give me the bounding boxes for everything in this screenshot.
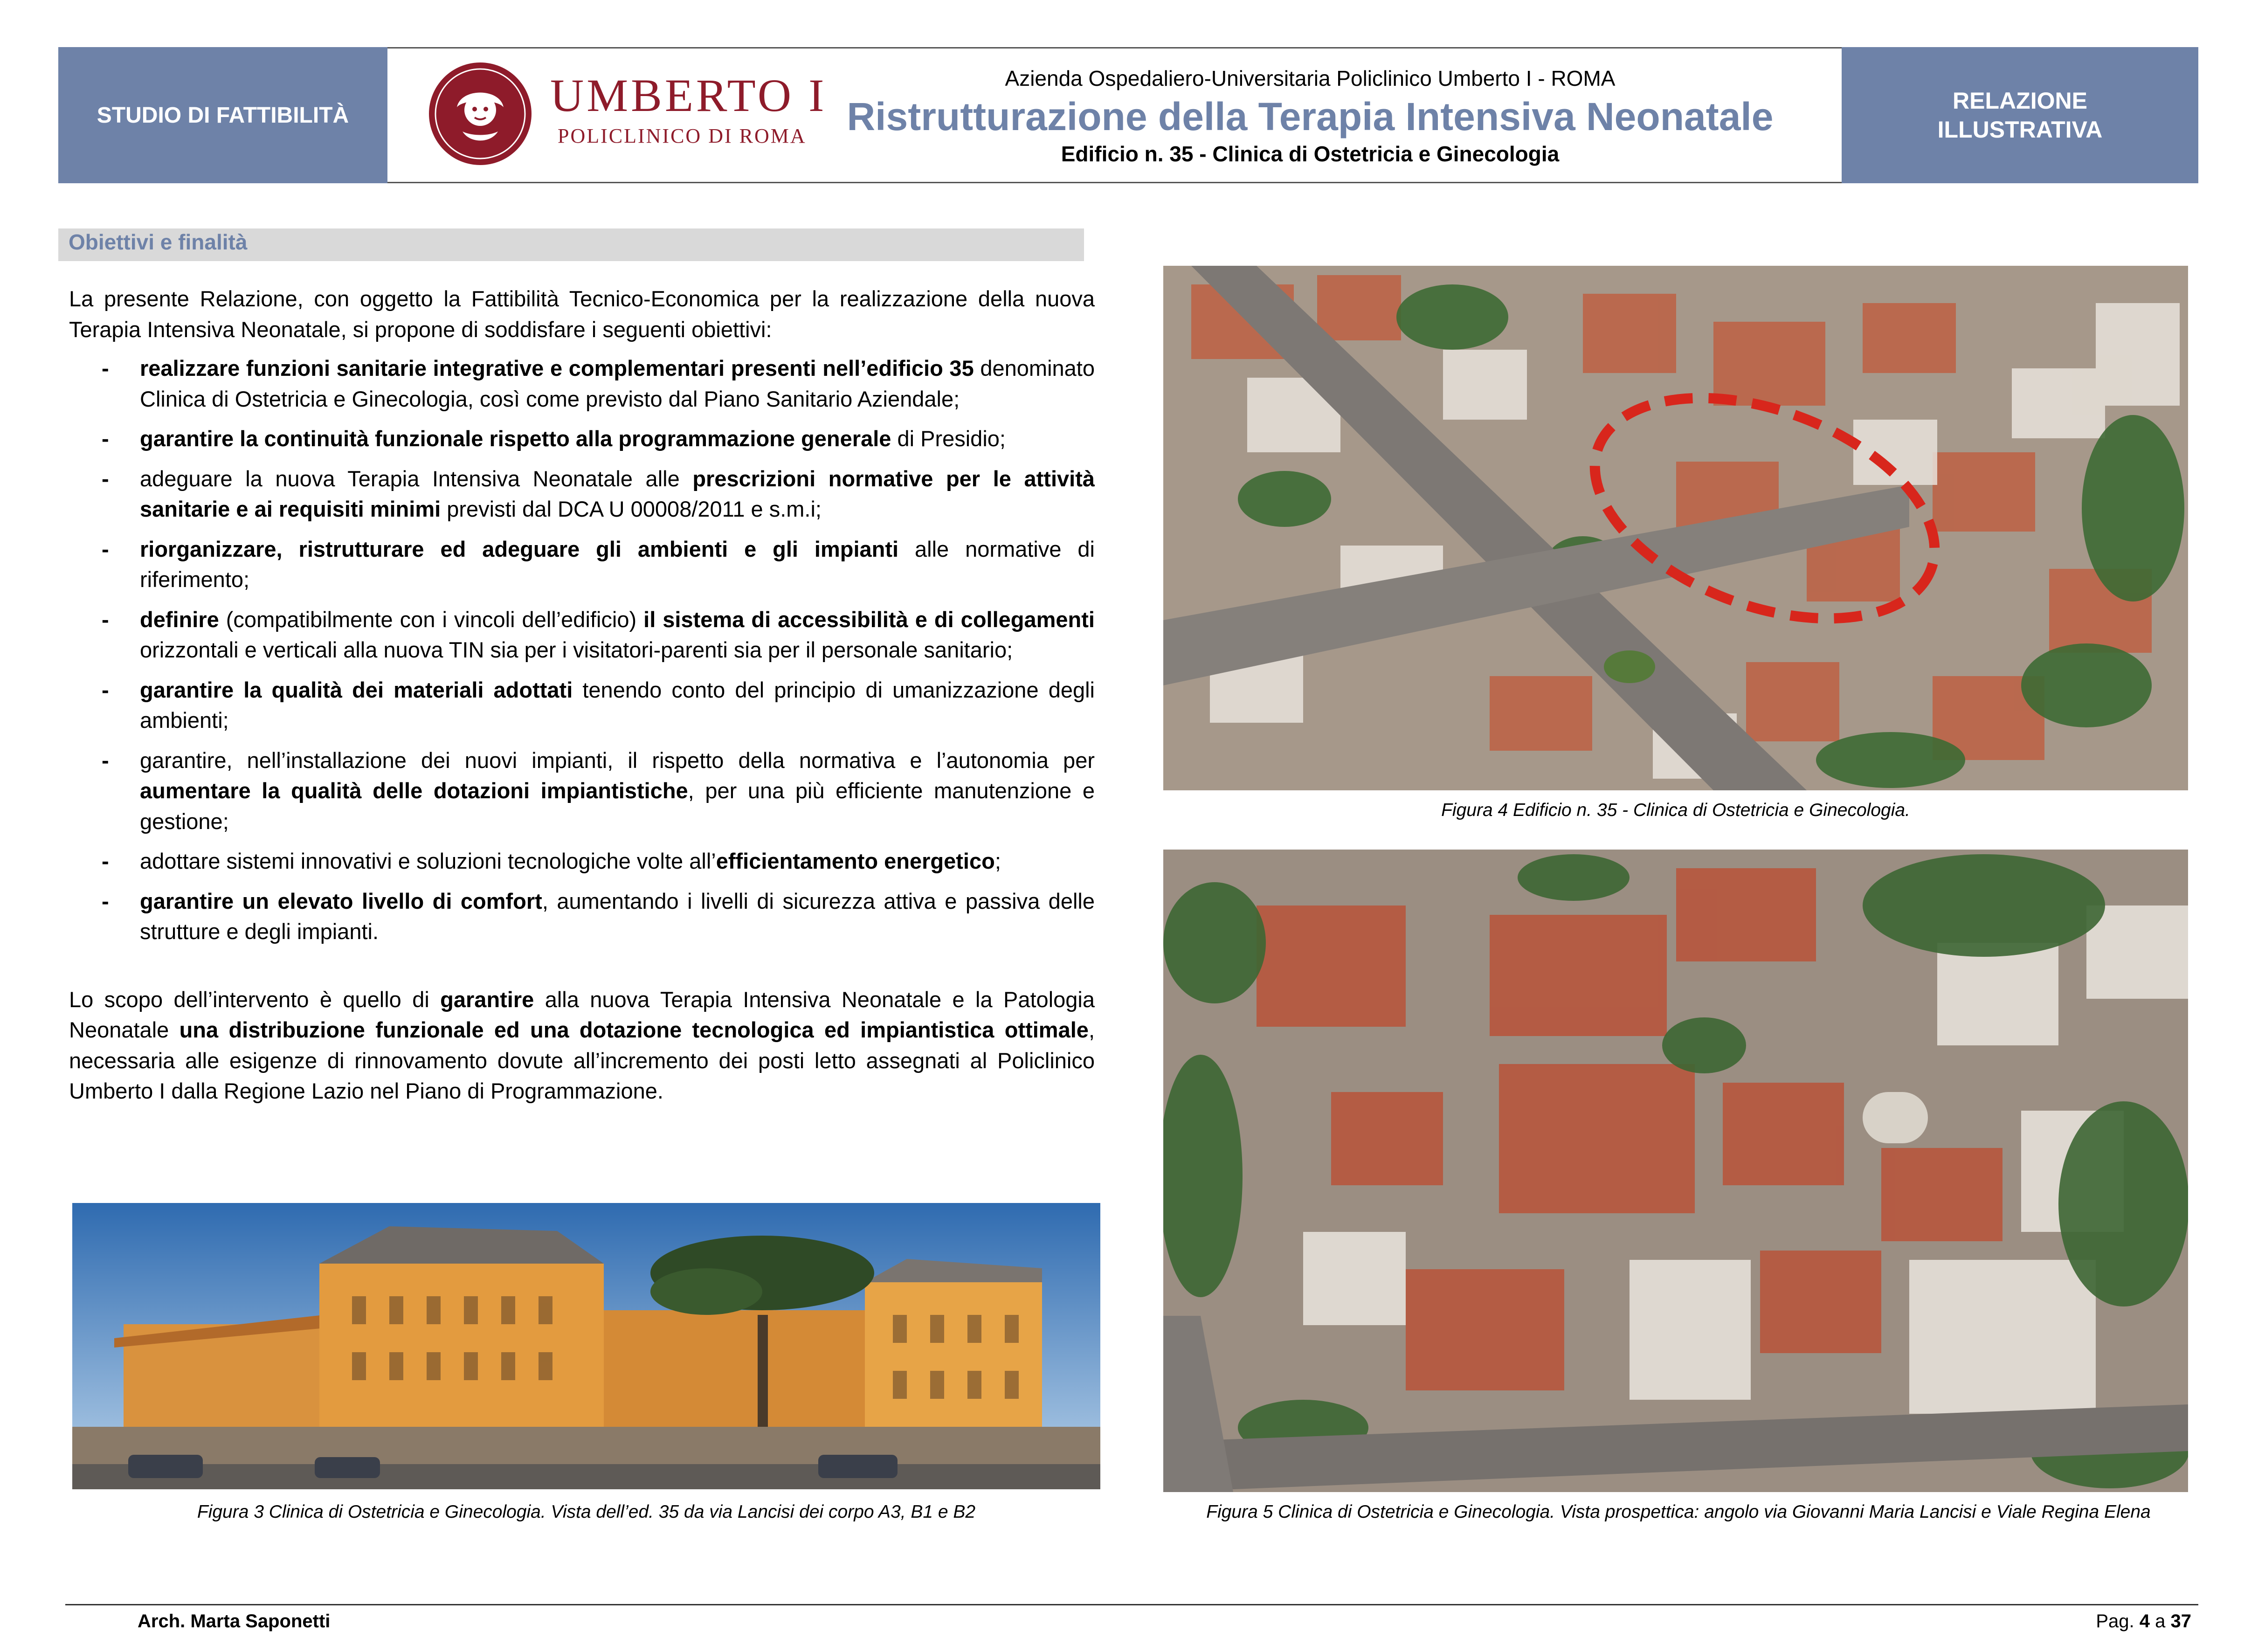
objective-run: definire <box>140 607 219 632</box>
study-type-label: STUDIO DI FATTIBILITÀ <box>58 47 387 183</box>
objective-item <box>69 745 1095 837</box>
policlinico-seal-icon <box>428 62 532 166</box>
page-prefix: Pag. <box>2096 1611 2140 1631</box>
page-separator: a <box>2150 1611 2171 1631</box>
document-subtitle: Edificio n. 35 - Clinica di Ostetricia e Ginecologia <box>1061 142 1560 166</box>
footer-rule <box>65 1604 2198 1605</box>
report-type-line-1: RELAZIONE <box>1953 88 2087 114</box>
objective-text <box>140 426 1006 451</box>
closing-run: , necessaria alle esigenze di rinnovamento dovute all’incremento dei posti letto assegnati al Policlinico Umberto I dalla Regione Lazio nel Piano di Programmazione. <box>69 1017 1095 1103</box>
objective-run: tenendo conto del principio di umanizzazione degli ambienti; <box>140 677 1095 733</box>
objectives-list <box>69 353 1095 947</box>
objective-text <box>140 356 1095 411</box>
objective-text <box>140 537 1095 592</box>
objective-text <box>140 849 1001 873</box>
objective-text <box>140 466 1095 522</box>
report-type-line-2: ILLUSTRATIVA <box>1937 117 2103 143</box>
figure-3-caption: Figura 3 Clinica di Ostetricia e Ginecologia. Vista dell’ed. 35 da via Lancisi dei corpo A3, B1 e B2 <box>197 1502 976 1522</box>
objective-item <box>69 604 1095 665</box>
objective-text <box>140 677 1095 733</box>
closing-run: garantire <box>440 987 534 1012</box>
objective-run: garantire la continuità funzionale rispetto alla programmazione generale <box>140 426 891 451</box>
objective-run: , per una più efficiente manutenzione e gestione; <box>140 778 1095 834</box>
objective-run: , aumentando i livelli di sicurezza attiva e passiva delle strutture e degli impianti. <box>140 888 1095 944</box>
page-number <box>2070 1611 2191 1632</box>
objective-text <box>140 607 1095 663</box>
objective-run: adeguare la nuova Terapia Intensiva Neonatale alle <box>140 466 693 491</box>
objective-run: realizzare funzioni sanitarie integrative e complementari presenti nell’edificio 35 <box>140 356 974 380</box>
figure-4-caption: Figura 4 Edificio n. 35 - Clinica di Ostetricia e Ginecologia. <box>1441 800 1910 820</box>
closing-run: una distribuzione funzionale ed una dotazione tecnologica ed impiantistica ottimale <box>179 1017 1089 1042</box>
objective-item <box>69 463 1095 525</box>
bullet-dash: - <box>102 356 109 380</box>
objective-run: previsti dal DCA U 00008/2011 e s.m.i; <box>441 497 822 521</box>
bullet-dash: - <box>102 466 109 491</box>
bullet-dash: - <box>102 747 109 773</box>
figure-3-photo <box>72 1203 1100 1489</box>
objective-run: alle normative di riferimento; <box>140 536 1095 592</box>
objective-text <box>140 748 1095 834</box>
document-title: Ristrutturazione della Terapia Intensiva Neonatale <box>847 95 1774 138</box>
page-current: 4 <box>2139 1611 2150 1631</box>
page-total: 37 <box>2170 1611 2191 1631</box>
objective-run: adottare sistemi innovativi e soluzioni tecnologiche volte all’ <box>140 849 716 873</box>
objective-item <box>69 846 1095 877</box>
footer-author: Arch. Marta Saponetti <box>138 1611 331 1631</box>
logo-title: UMBERTO I <box>550 69 827 121</box>
objective-run: orizzontali e verticali alla nuova TIN sia per i visitatori-parenti sia per il personale sanitario; <box>140 637 1013 662</box>
objective-run: ; <box>994 849 1001 873</box>
objective-item <box>69 423 1095 454</box>
body-text <box>69 283 1095 1106</box>
section-heading: Obiettivi e finalità <box>58 228 1084 261</box>
objective-item <box>69 534 1095 595</box>
objective-run: il sistema di accessibilità e di collegamenti <box>643 607 1095 632</box>
bullet-dash: - <box>102 607 109 632</box>
objective-run: garantire un elevato livello di comfort <box>140 888 542 913</box>
closing-paragraph <box>69 984 1095 1106</box>
logo-subtitle: POLICLINICO DI ROMA <box>558 124 807 147</box>
figure-5-caption: Figura 5 Clinica di Ostetricia e Ginecologia. Vista prospettica: angolo via Giovanni Maria Lancisi e Viale Regina Elena <box>1206 1502 2151 1522</box>
intro-paragraph: La presente Relazione, con oggetto la Fattibilità Tecnico-Economica per la realizzazione della nuova Terapia Intensiva Neonatale, si propone di soddisfare i seguenti obiettivi: <box>69 286 1095 342</box>
objective-run: garantire la qualità dei materiali adottati <box>140 677 573 702</box>
bullet-dash: - <box>102 677 109 702</box>
bullet-dash: - <box>102 849 109 873</box>
report-type-label <box>1842 47 2198 183</box>
objective-run: denominato Clinica di Ostetricia e Ginecologia, così come previsto dal Piano Sanitario Aziendale; <box>140 356 1095 411</box>
bullet-dash: - <box>102 426 109 451</box>
figure-5-aerial-photo <box>1163 850 2188 1492</box>
objective-item <box>69 675 1095 736</box>
bullet-dash: - <box>102 888 109 913</box>
header-center <box>793 63 1828 168</box>
objective-run: garantire, nell’installazione dei nuovi impianti, il rispetto della normativa e l’autonomia per <box>140 747 1095 773</box>
closing-run: alla nuova Terapia Intensiva Neonatale e la Patologia Neonatale <box>69 987 1095 1042</box>
objective-run: prescrizioni normative per le attività sanitarie e ai requisiti minimi <box>140 466 1095 521</box>
objective-item <box>69 886 1095 947</box>
objective-run: di Presidio; <box>891 426 1006 451</box>
bullet-dash: - <box>102 536 109 561</box>
objective-text <box>140 889 1095 944</box>
figure-4-aerial-photo <box>1163 266 2188 790</box>
objective-item <box>69 353 1095 414</box>
closing-run: Lo scopo dell’intervento è quello di <box>69 987 441 1012</box>
objective-run: efficientamento energetico <box>716 849 995 873</box>
objective-run: riorganizzare, ristrutturare ed adeguare gli ambienti e gli impianti <box>140 536 899 561</box>
organization-name: Azienda Ospedaliero-Universitaria Policlinico Umberto I - ROMA <box>1005 66 1616 90</box>
objective-run: (compatibilmente con i vincoli dell’edificio) <box>219 607 644 632</box>
objective-run: aumentare la qualità delle dotazioni impiantistiche <box>140 778 688 803</box>
